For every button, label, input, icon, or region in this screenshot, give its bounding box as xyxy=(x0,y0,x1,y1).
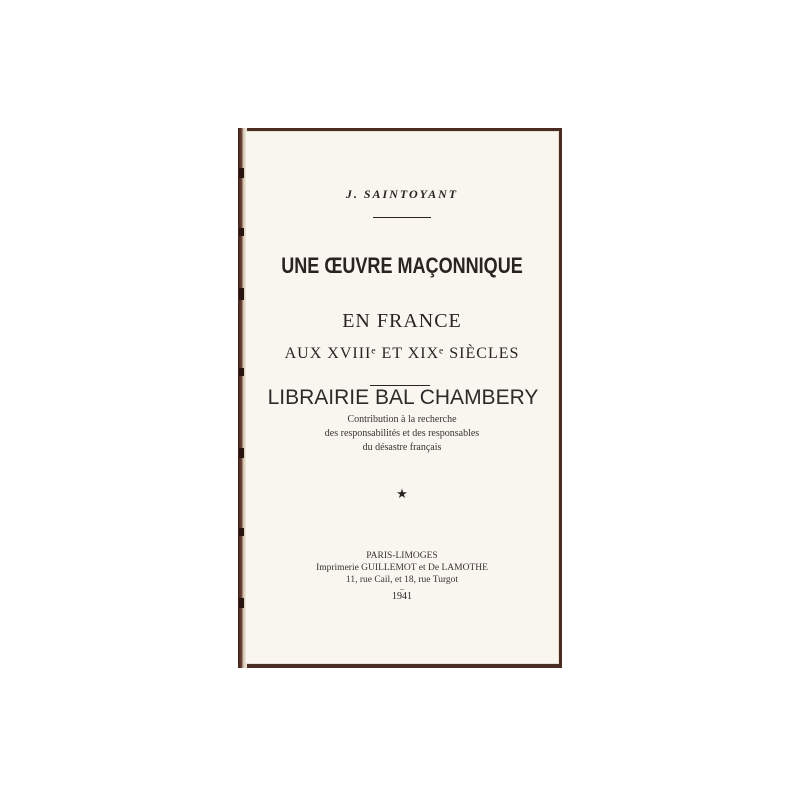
publisher-name: Imprimerie GUILLEMOT et De LAMOTHE xyxy=(316,563,488,573)
subtitle-line-1: Contribution à la recherche xyxy=(347,414,457,425)
publisher-dash: – xyxy=(400,584,404,593)
title-line-3: AUX XVIIIᵉ ET XIXᵉ SIÈCLES xyxy=(284,345,520,362)
author-rule xyxy=(373,217,431,218)
publication-year: 1941 xyxy=(392,591,412,602)
publisher-address: 11, rue Cail, et 18, rue Turgot xyxy=(345,575,459,585)
subtitle-line-2: des responsabilités et des responsables xyxy=(324,428,480,439)
spine-mark xyxy=(239,448,244,458)
bookseller-watermark: LIBRAIRIE BAL CHAMBERY xyxy=(267,386,539,409)
spine-mark xyxy=(239,598,244,608)
publisher-city: PARIS-LIMOGES xyxy=(366,551,438,561)
star-ornament: ★ xyxy=(396,486,408,501)
spine-mark xyxy=(239,168,244,178)
spine-mark xyxy=(239,288,244,300)
title-line-2: EN FRANCE xyxy=(342,310,462,332)
spine-mark xyxy=(239,368,244,376)
spine-mark xyxy=(239,228,244,236)
subtitle-line-3: du désastre français xyxy=(362,442,442,453)
author-name: J. SAINTOYANT xyxy=(345,187,459,201)
title-line-1: UNE ŒUVRE MAÇONNIQUE xyxy=(281,253,523,278)
spine-mark xyxy=(239,528,244,536)
